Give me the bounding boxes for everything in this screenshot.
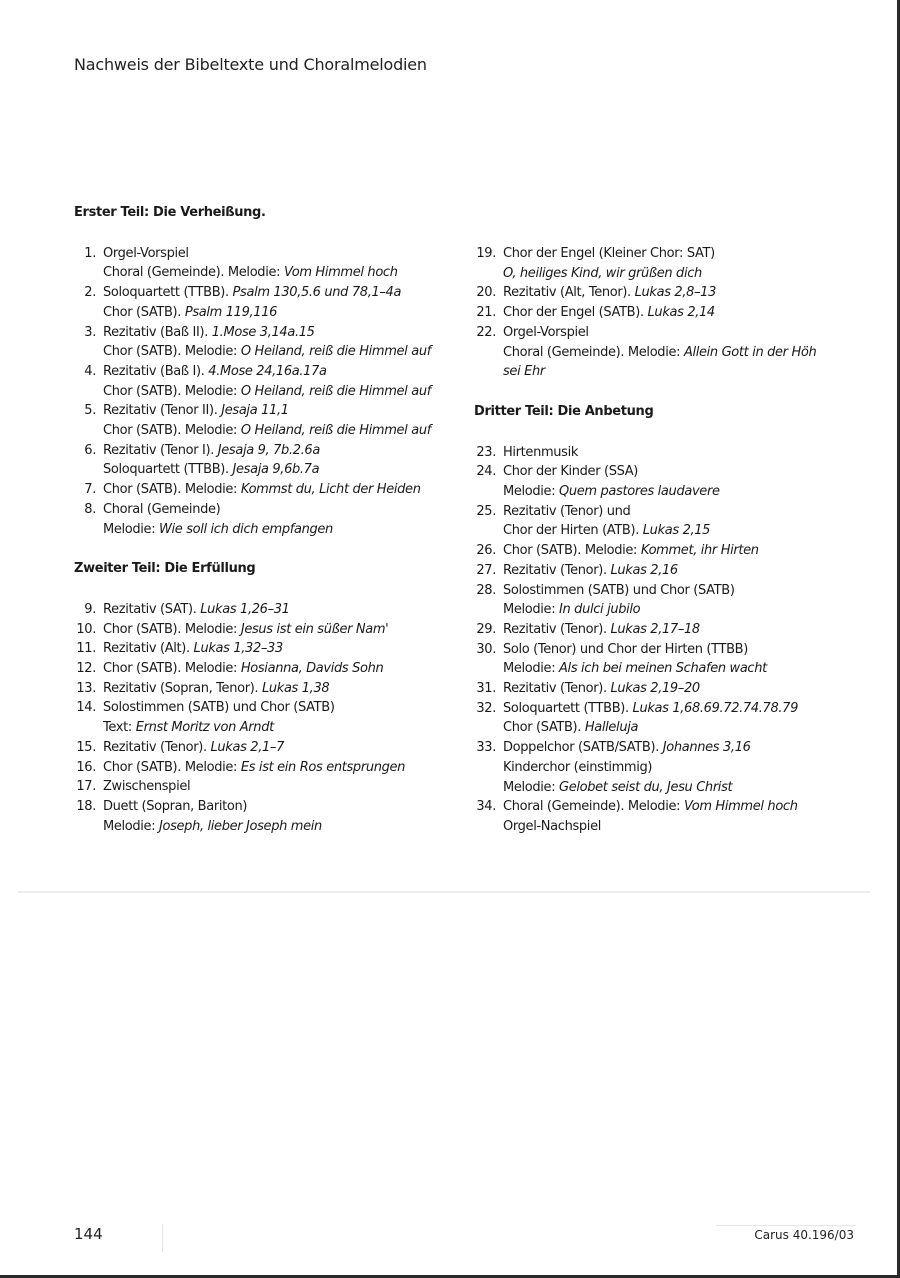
item-text: Rezitativ (Tenor). (503, 681, 611, 697)
list-item (474, 303, 874, 323)
item-line (103, 679, 464, 699)
item-number: 6. (84, 442, 96, 458)
item-text: Choral (Gemeinde). Melodie: (503, 799, 684, 815)
item-line (103, 382, 464, 402)
item-reference: Allein Gott in der Höh (683, 344, 817, 360)
item-line (503, 443, 874, 463)
item-line (503, 343, 874, 363)
list-item (474, 699, 874, 738)
item-reference: 1.Mose 3,14a.15 (211, 324, 315, 340)
item-reference: O Heiland, reiß die Himmel auf (240, 383, 431, 399)
item-reference: Als ich bei meinen Schafen wacht (559, 661, 767, 677)
list-item (74, 777, 464, 797)
item-reference: Lukas 1,26–31 (200, 601, 290, 617)
item-reference: O, heiliges Kind, wir grüßen dich (503, 265, 702, 281)
item-line (103, 698, 464, 718)
item-text: Chor (SATB). Melodie: (103, 423, 241, 439)
list-item (74, 323, 464, 362)
list-item (474, 797, 874, 836)
item-text: Doppelchor (SATB/SATB). (503, 740, 663, 756)
item-line (503, 640, 874, 660)
item-reference: Lukas 2,14 (647, 305, 715, 321)
list-item (74, 480, 464, 500)
item-line (103, 758, 464, 778)
item-number: 2. (84, 285, 96, 301)
item-number: 18. (76, 798, 96, 814)
item-line (103, 777, 464, 797)
item-number: 12. (76, 661, 96, 677)
item-number: 21. (476, 305, 496, 321)
item-text: Rezitativ (Sopran, Tenor). (103, 680, 262, 696)
item-reference: Lukas 2,8–13 (634, 285, 717, 301)
item-line (503, 541, 874, 561)
list-item (74, 698, 464, 737)
item-text: Chor (SATB). Melodie: (103, 383, 241, 399)
item-line (503, 303, 874, 323)
item-text: Rezitativ (Tenor I). (103, 442, 218, 458)
item-number: 34. (476, 799, 496, 815)
list-item (74, 620, 464, 640)
item-number: 27. (476, 562, 496, 578)
item-text: Orgel-Vorspiel (103, 245, 189, 261)
item-text: Chor (SATB). (103, 304, 185, 320)
list-item (74, 283, 464, 322)
item-line (503, 778, 874, 798)
item-text: Chor der Kinder (SSA) (503, 464, 639, 480)
section-heading: Zweiter Teil: Die Erfüllung (74, 561, 256, 577)
item-reference: Jesus ist ein süßer Nam' (240, 621, 389, 637)
list-item (74, 679, 464, 699)
section-heading: Erster Teil: Die Verheißung. (74, 205, 266, 220)
item-reference: Vom Himmel hoch (283, 265, 398, 281)
item-line (103, 244, 464, 264)
item-line (103, 283, 464, 303)
item-reference: Psalm 130,5.6 und 78,1–4a (232, 285, 402, 301)
item-text: Choral (Gemeinde). Melodie: (503, 344, 684, 360)
item-text: Kinderchor (einstimmig) (503, 759, 653, 775)
item-number: 22. (476, 324, 496, 340)
list-item (74, 600, 464, 620)
list-item (474, 443, 874, 463)
item-number: 30. (476, 641, 496, 657)
item-reference: Kommst du, Licht der Heiden (240, 482, 421, 498)
item-reference: Kommet, ihr Hirten (640, 543, 759, 559)
item-line (103, 362, 464, 382)
item-text: Chor der Hirten (ATB). (503, 523, 643, 539)
item-reference: Es ist ein Ros entsprungen (240, 759, 406, 775)
item-number: 8. (84, 501, 96, 517)
item-reference: Lukas 2,15 (642, 523, 711, 539)
item-reference: Johannes 3,16 (662, 740, 751, 756)
item-reference: Gelobet seist du, Jesu Christ (559, 779, 733, 795)
item-number: 11. (76, 641, 96, 657)
item-text: Rezitativ (Alt, Tenor). (503, 285, 635, 301)
item-text: Melodie: (503, 779, 560, 795)
item-number: 28. (476, 582, 496, 598)
item-number: 25. (476, 503, 496, 519)
item-reference: Halleluja (584, 720, 639, 736)
item-number: 33. (476, 740, 496, 756)
item-number: 3. (84, 324, 96, 340)
item-line (103, 303, 464, 323)
item-text: Orgel-Nachspiel (503, 818, 601, 834)
item-number: 4. (84, 363, 96, 379)
item-line (503, 817, 874, 837)
item-text: Choral (Gemeinde) (103, 501, 221, 517)
item-number: 9. (84, 601, 96, 617)
item-text: Chor (SATB). Melodie: (503, 543, 641, 559)
item-line (103, 659, 464, 679)
item-text: Solostimmen (SATB) und Chor (SATB) (103, 700, 335, 716)
item-text: Rezitativ (Tenor) und (503, 503, 631, 519)
item-number: 5. (84, 403, 96, 419)
item-line (503, 521, 874, 541)
right-column (474, 244, 874, 837)
item-number: 24. (476, 464, 496, 480)
item-line (103, 520, 464, 540)
item-text: Hirtenmusik (503, 444, 579, 460)
item-text: Rezitativ (Alt). (103, 641, 194, 657)
list-item (474, 581, 874, 620)
item-line (103, 460, 464, 480)
item-text: Chor (SATB). Melodie: (103, 759, 241, 775)
item-line (503, 323, 874, 343)
list-item (74, 738, 464, 758)
section-heading: Dritter Teil: Die Anbetung (474, 403, 654, 419)
list-item (474, 620, 874, 640)
item-line (503, 462, 874, 482)
item-number: 31. (476, 681, 496, 697)
item-number: 26. (476, 543, 496, 559)
list-item (474, 502, 874, 541)
list-item (474, 323, 874, 382)
item-reference: Ernst Moritz von Arndt (135, 720, 274, 736)
item-line (503, 797, 874, 817)
item-line (503, 502, 874, 522)
item-text: Orgel-Vorspiel (503, 324, 589, 340)
list-item (74, 500, 464, 539)
list-item (74, 441, 464, 480)
item-text: Duett (Sopran, Bariton) (103, 798, 248, 814)
item-text: Chor der Engel (SATB). (503, 305, 648, 321)
item-reference: sei Ehr (503, 364, 545, 380)
item-line (503, 738, 874, 758)
item-number: 14. (76, 700, 96, 716)
item-text: Rezitativ (Tenor). (103, 739, 211, 755)
section-divider (18, 891, 870, 893)
item-line (503, 244, 874, 264)
item-reference: In dulci jubilo (559, 602, 641, 618)
item-reference: Lukas 1,68.69.72.74.78.79 (632, 700, 798, 716)
item-text: Rezitativ (Baß II). (103, 324, 212, 340)
list-item (474, 283, 874, 303)
page-number-rule (162, 1224, 163, 1252)
list-item (474, 561, 874, 581)
item-text: Melodie: (503, 602, 560, 618)
item-reference: Quem pastores laudavere (559, 484, 720, 500)
item-reference: O Heiland, reiß die Himmel auf (240, 344, 431, 360)
item-reference: Psalm 119,116 (184, 304, 278, 320)
list-item (474, 244, 874, 283)
item-line (103, 738, 464, 758)
left-column (74, 203, 464, 836)
item-line (103, 718, 464, 738)
item-line (503, 561, 874, 581)
item-text: Solostimmen (SATB) und Chor (SATB) (503, 582, 735, 598)
list-item (74, 659, 464, 679)
item-line (103, 401, 464, 421)
catalog-number: Carus 40.196/03 (754, 1228, 854, 1242)
item-number: 20. (476, 285, 496, 301)
item-line (103, 480, 464, 500)
item-line (103, 620, 464, 640)
item-text: Chor (SATB). (503, 720, 585, 736)
list-item (474, 679, 874, 699)
item-reference: Lukas 2,19–20 (610, 681, 700, 697)
item-reference: 4.Mose 24,16a.17a (208, 363, 327, 379)
item-line (103, 600, 464, 620)
item-number: 13. (76, 680, 96, 696)
page-number: 144 (74, 1225, 103, 1243)
item-text: Rezitativ (SAT). (103, 601, 201, 617)
item-text: Text: (103, 720, 136, 736)
item-text: Chor (SATB). Melodie: (103, 661, 241, 677)
item-line (503, 758, 874, 778)
item-line (503, 659, 874, 679)
list-item (74, 797, 464, 836)
list-item (74, 362, 464, 401)
item-text: Chor (SATB). Melodie: (103, 344, 241, 360)
item-number: 23. (476, 444, 496, 460)
list-item (74, 244, 464, 283)
item-text: Soloquartett (TTBB). (103, 462, 233, 478)
item-number: 10. (76, 621, 96, 637)
item-line (103, 421, 464, 441)
item-number: 16. (76, 759, 96, 775)
item-number: 7. (84, 482, 96, 498)
item-text: Melodie: (103, 521, 160, 537)
item-text: Soloquartett (TTBB). (103, 285, 233, 301)
item-text: Choral (Gemeinde). Melodie: (103, 265, 284, 281)
item-line (503, 283, 874, 303)
list-item (474, 738, 874, 797)
item-text: Rezitativ (Tenor). (503, 562, 611, 578)
item-number: 17. (76, 779, 96, 795)
item-line (103, 263, 464, 283)
item-reference: Jesaja 9, 7b.2.6a (217, 442, 320, 458)
item-text: Chor (SATB). Melodie: (103, 621, 241, 637)
item-text: Chor (SATB). Melodie: (103, 482, 241, 498)
item-number: 15. (76, 739, 96, 755)
item-reference: Lukas 2,17–18 (610, 621, 700, 637)
item-number: 19. (476, 246, 496, 261)
item-line (503, 718, 874, 738)
item-line (103, 797, 464, 817)
item-text: Zwischenspiel (103, 779, 191, 795)
list-item (74, 758, 464, 778)
item-text: Rezitativ (Baß I). (103, 363, 209, 379)
list-item (474, 541, 874, 561)
item-line (503, 362, 874, 382)
item-line (503, 699, 874, 719)
item-line (103, 500, 464, 520)
item-line (503, 482, 874, 502)
item-line (103, 817, 464, 837)
item-text: Soloquartett (TTBB). (503, 700, 633, 716)
item-text: Rezitativ (Tenor). (503, 621, 611, 637)
item-text: Chor der Engel (Kleiner Chor: SAT) (503, 246, 715, 261)
item-number: 29. (476, 621, 496, 637)
item-reference: Hosianna, Davids Sohn (240, 661, 384, 677)
item-reference: O Heiland, reiß die Himmel auf (240, 423, 431, 439)
item-line (103, 441, 464, 461)
list-item (74, 401, 464, 440)
section-gap (74, 539, 464, 559)
item-text: Melodie: (503, 661, 560, 677)
item-line (503, 620, 874, 640)
item-line (103, 323, 464, 343)
item-number: 32. (476, 700, 496, 716)
item-reference: Jesaja 11,1 (221, 403, 289, 419)
item-reference: Lukas 1,38 (261, 680, 330, 696)
item-text: Melodie: (503, 484, 560, 500)
item-line (503, 600, 874, 620)
item-text: Solo (Tenor) und Chor der Hirten (TTBB) (503, 641, 748, 657)
item-reference: Vom Himmel hoch (683, 799, 798, 815)
item-reference: Lukas 2,1–7 (210, 739, 284, 755)
item-number: 1. (84, 245, 96, 261)
item-reference: Lukas 2,16 (610, 562, 678, 578)
item-reference: Jesaja 9,6b.7a (232, 462, 320, 478)
list-item (474, 640, 874, 679)
item-line (103, 342, 464, 362)
item-reference: Wie soll ich dich empfangen (159, 521, 333, 537)
list-item (474, 462, 874, 501)
catalog-rule (716, 1225, 856, 1226)
list-item (74, 639, 464, 659)
item-text: Melodie: (103, 818, 160, 834)
item-line (503, 264, 874, 284)
item-line (503, 679, 874, 699)
item-text: Rezitativ (Tenor II). (103, 403, 222, 419)
item-reference: Lukas 1,32–33 (193, 641, 283, 657)
section-gap (474, 382, 874, 402)
item-reference: Joseph, lieber Joseph mein (159, 818, 322, 834)
item-line (103, 639, 464, 659)
page-title: Nachweis der Bibeltexte und Choralmelodien (74, 55, 427, 74)
item-line (503, 581, 874, 601)
